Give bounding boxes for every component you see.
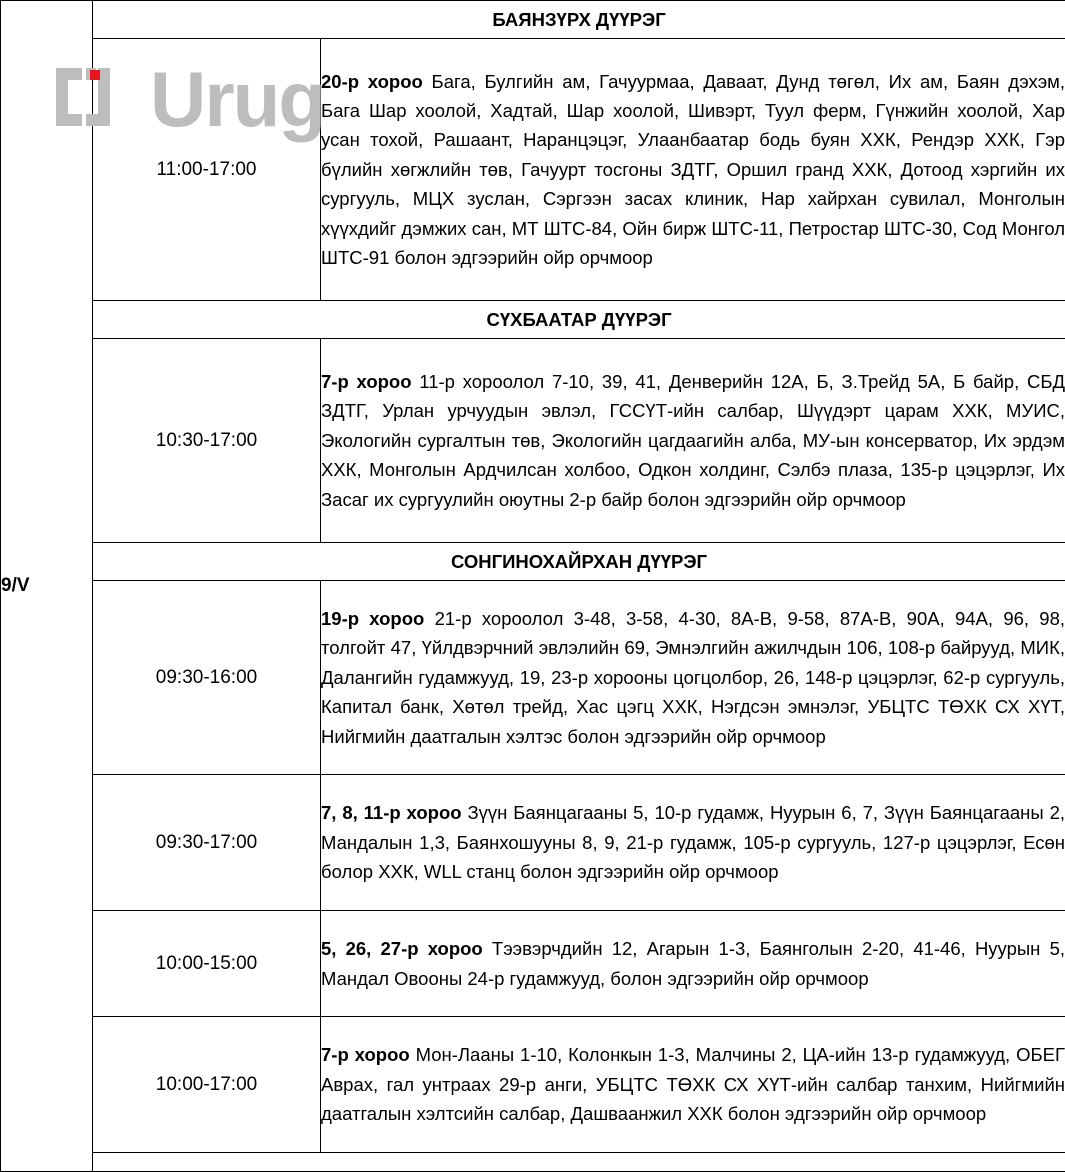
schedule-row <box>1 1017 1065 1153</box>
places-text: Зүүн Баянцагааны 5, 10-р гудамж, Нуурын 6, 7, Зүүн Баянцагааны 2, Мандалын 1,3, Баянхошууны 8, 9, 21-р гудамж, 105-р сургууль, 127-р цэцэрлэг, Есөн болор ХХК, WLL станц болон эдгээрийн ойр орчмоор <box>321 802 1065 882</box>
time-cell: 11:00-17:00 <box>93 39 321 301</box>
khoroo-label: 19-р хороо <box>321 608 424 629</box>
places-text: Мон-Лааны 1-10, Колонкын 1-3, Малчины 2, ЦА-ийн 13-р гудамжууд, ОБЕГ Аврах, гал унтраах 29-р анги, УБЦТС ТӨХК СХ ХҮТ-ийн салбар танхим, Нийгмийн даатгалын хэлтсийн салбар, Дашваанжил ХХК болон эдгээрийн ойр орчмоор <box>321 1044 1065 1124</box>
khoroo-label: 7-р хороо <box>321 1044 410 1065</box>
date-cell: 9/V <box>1 1 93 1172</box>
khoroo-label: 7-р хороо <box>321 371 412 392</box>
places-text: Бага, Булгийн ам, Гачуурмаа, Даваат, Дунд төгөл, Их ам, Баян дэхэм, Бага Шар хоолой, Хадтай, Шар хоолой, Шивэрт, Туул ферм, Гүнжийн хоолой, Хар усан тохой, Рашаант, Наранцэцэг, Улаанбаатар бодь буян ХХК, Рендэр ХХК, Гэр бүлийн хөгжлийн төв, Гачуурт тосгоны ЗДТГ, Оршил гранд ХХК, Дотоод хэргийн их сургууль, МЦХ зуслан, Сэргээн засах клиник, Нар хайрхан сувилал, Монголын хүүхдийг дэмжих сан, МТ ШТС-84, Ойн бирж ШТС-11, Петростар ШТС-30, Сод Монгол ШТС-91 болон эдгээрийн ойр орчмоор <box>321 71 1065 268</box>
khoroo-label: 20-р хороо <box>321 71 423 92</box>
places-cell <box>321 581 1065 775</box>
time-cell: 10:30-17:00 <box>93 339 321 543</box>
next-district-row <box>93 1153 1065 1172</box>
places-cell <box>321 775 1065 911</box>
places-cell <box>321 911 1065 1017</box>
khoroo-label: 7, 8, 11-р хороо <box>321 802 462 823</box>
schedule-row <box>1 339 1065 543</box>
district-heading: БАЯНЗҮРХ ДҮҮРЭГ <box>93 1 1065 39</box>
schedule-row <box>1 911 1065 1017</box>
district-row <box>1 543 1065 581</box>
places-cell <box>321 1017 1065 1153</box>
schedule-row <box>1 775 1065 911</box>
places-text: 21-р хороолол 3-48, 3-58, 4-30, 8А-В, 9-58, 87А-В, 90А, 94А, 96, 98, толгойт 47, Үйлдвэрчний эвлэлийн 69, Эмнэлгийн ажилчдын 106, 108-р байрууд, МИК, Далангийн гудамжууд, 19, 23-р хорооны цогцолбор, 26, 148-р цэцэрлэг, 62-р сургууль, Капитал банк, Хөтөл трейд, Хас цэгц ХХК, Нэгдсэн эмнэлэг, УБЦТС ТӨХК СХ ХҮТ, Нийгмийн даатгалын хэлтэс болон эдгээрийн ойр орчмоор <box>321 608 1065 747</box>
table-cutoff-row <box>1 1153 1065 1172</box>
district-row <box>1 1 1065 39</box>
places-text: 11-р хороолол 7-10, 39, 41, Денверийн 12А, Б, З.Трейд 5А, Б байр, СБД ЗДТГ, Урлан урчуудын эвлэл, ГССҮТ-ийн салбар, Шүүдэрт царам ХХК, МУИС, Экологийн сургалтын төв, Экологийн цагдаагийн алба, МУ-ын консерватор, Их эрдэм ХХК, Монголын Ардчилсан холбоо, Одкон холдинг, Сэлбэ плаза, 135-р цэцэрлэг, Их Засаг их сургуулийн оюутны 2-р байр болон эдгээрийн ойр орчмоор <box>321 371 1065 510</box>
places-cell <box>321 339 1065 543</box>
district-heading: СҮХБААТАР ДҮҮРЭГ <box>93 301 1065 339</box>
urug-logo-icon <box>56 60 266 140</box>
time-cell: 10:00-15:00 <box>93 911 321 1017</box>
time-cell: 09:30-17:00 <box>93 775 321 911</box>
time-cell: 10:00-17:00 <box>93 1017 321 1153</box>
logo-text: Urug <box>150 54 324 145</box>
schedule-row <box>1 581 1065 775</box>
district-heading: СОНГИНОХАЙРХАН ДҮҮРЭГ <box>93 543 1065 581</box>
district-row <box>1 301 1065 339</box>
time-cell: 09:30-16:00 <box>93 581 321 775</box>
places-cell <box>321 39 1065 301</box>
khoroo-label: 5, 26, 27-р хороо <box>321 938 483 959</box>
logo-mark-icon <box>56 60 156 140</box>
places-text: Тээвэрчдийн 12, Агарын 1-3, Баянголын 2-20, 41-46, Нуурын 5, Мандал Овооны 24-р гудамжууд, болон эдгээрийн ойр орчмоор <box>321 938 1065 988</box>
